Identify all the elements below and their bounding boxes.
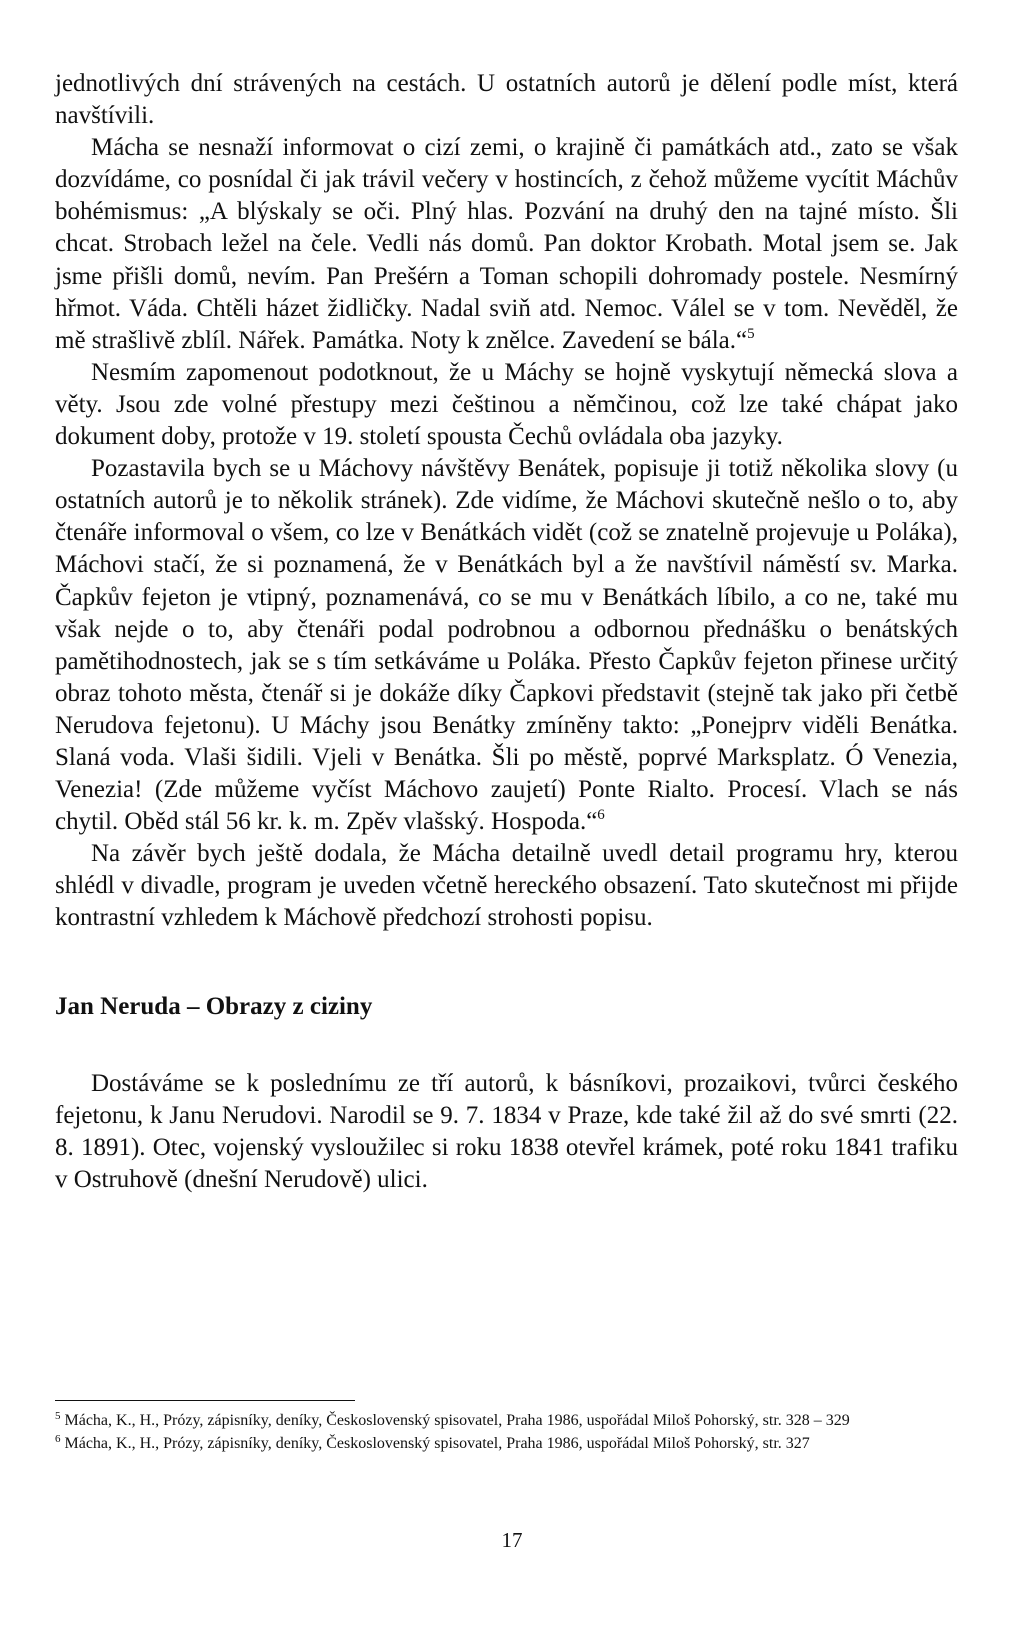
footnote-separator [55, 1400, 355, 1401]
footnote [55, 1433, 958, 1456]
section-heading: Jan Neruda – Obrazy z ciziny [55, 992, 373, 1020]
paragraph-text: jednotlivých dní strávených na cestách. U ostatních autorů je dělení podle míst, která navštívili. [55, 70, 958, 130]
paragraph-continuation [55, 68, 958, 132]
page-number: 17 [501, 1528, 523, 1552]
paragraph-conclusion [55, 838, 958, 934]
paragraph-german-words [55, 357, 958, 453]
footnote-number: 6 [55, 1432, 61, 1445]
footnote-ref: 6 [597, 807, 605, 824]
footnote [55, 1410, 958, 1433]
footnote-text: Mácha, K., H., Prózy, zápisníky, deníky, Československý spisovatel, Praha 1986, uspořádal Miloš Pohorský, str. 328 – 329 [64, 1412, 850, 1429]
footnote-text: Mácha, K., H., Prózy, zápisníky, deníky, Československý spisovatel, Praha 1986, uspořádal Miloš Pohorský, str. 327 [64, 1434, 810, 1452]
footnote-number: 5 [55, 1410, 61, 1422]
paragraph-text: Pozastavila bych se u Máchovy návštěvy Benátek, popisuje ji totiž několika slovy (u ostatních autorů je to několik stránek). Zde vidíme, že Máchovi skutečně nešlo o to, aby čtenáře informoval o všem, co lze v Benátkách vidět (což se znatelně projevuje u Poláka), Máchovi stačí, že si poznamená, že v Benátkách byl a že navštívil náměstí sv. Marka. Čapkův fejeton je vtipný, poznamenává, co se mu v Benátkách líbilo, a co ne, také mu však nejde o to, aby čtenáři podal podrobnou a odbornou přednášku o benátských pamětihodnostech, jak se s tím setkáváme u Poláka. Přesto Čapkův fejeton přinese určitý obraz tohoto města, čtenář si je dokáže díky Čapkovi představit (stejně tak jako při četbě Nerudova fejetonu). U Máchy jsou Benátky zmíněny takto: „Ponejprv viděli Benátka. Slaná voda. Vlaši šidili. Vjeli v Benátka. Šli po městě, poprvé Marksplatz. Ó Venezia, Venezia! (Zde můžeme vyčíst Máchovo zaujetí) Ponte Rialto. Procesí. Vlach se nás chytil. Oběd stál 56 kr. k. m. Zpěv vlašský. Hospoda.“ [55, 455, 958, 836]
paragraph-text: Na závěr bych ještě dodala, že Mácha detailně uvedl detail programu hry, kterou shlédl v divadle, program je uveden včetně hereckého obsazení. Tato skutečnost mi přijde kontrastní vzhledem k Máchově předchozí strohosti popisu. [55, 840, 958, 932]
paragraph-neruda-intro [55, 1068, 958, 1196]
footnote-ref: 5 [747, 325, 755, 342]
paragraph-text: Dostáváme se k poslednímu ze tří autorů, k básníkovi, prozaikovi, tvůrci českého fejetonu, k Janu Nerudovi. Narodil se 9. 7. 1834 v Praze, kde také žil až do své smrti (22. 8. 1891). Otec, vojenský vysloužilec si roku 1838 otevřel krámek, poté roku 1841 trafiku v Ostruhově (dnešní Nerudově) ulici. [55, 1069, 958, 1193]
paragraph-text: Nesmím zapomenout podotknout, že u Máchy se hojně vyskytují německá slova a věty. Jsou zde volné přestupy mezi češtinou a němčinou, což lze také chápat jako dokument doby, protože v 19. století spousta Čechů ovládala oba jazyky. [55, 358, 958, 451]
page-body [55, 68, 958, 1196]
footnotes [55, 1410, 958, 1455]
paragraph-text: Mácha se nesnaží informovat o cizí zemi, o krajině či památkách atd., zato se však dozvídáme, co posnídal či jak trávil večery v hostincích, z čehož můžeme vycítit Máchův bohémismus: „A blýskaly se oči. Plný hlas. Pozvání na druhý den na tajné místo. Šli chcat. Strobach ležel na čele. Vedli nás domů. Pan doktor Krobath. Motal jsem se. Jak jsme přišli domů, nevím. Pan Prešérn a Toman schopili dohromady postele. Nesmírný hřmot. Váda. Chtěli házet židličky. Nadal sviň atd. Nemoc. Válel se v tom. Nevěděl, že mě strašlivě zblíl. Nářek. Památka. Noty k znělce. Zavedení se bála.“ [55, 134, 958, 354]
paragraph-macha-bohemism [55, 132, 958, 357]
paragraph-venice [55, 453, 958, 838]
